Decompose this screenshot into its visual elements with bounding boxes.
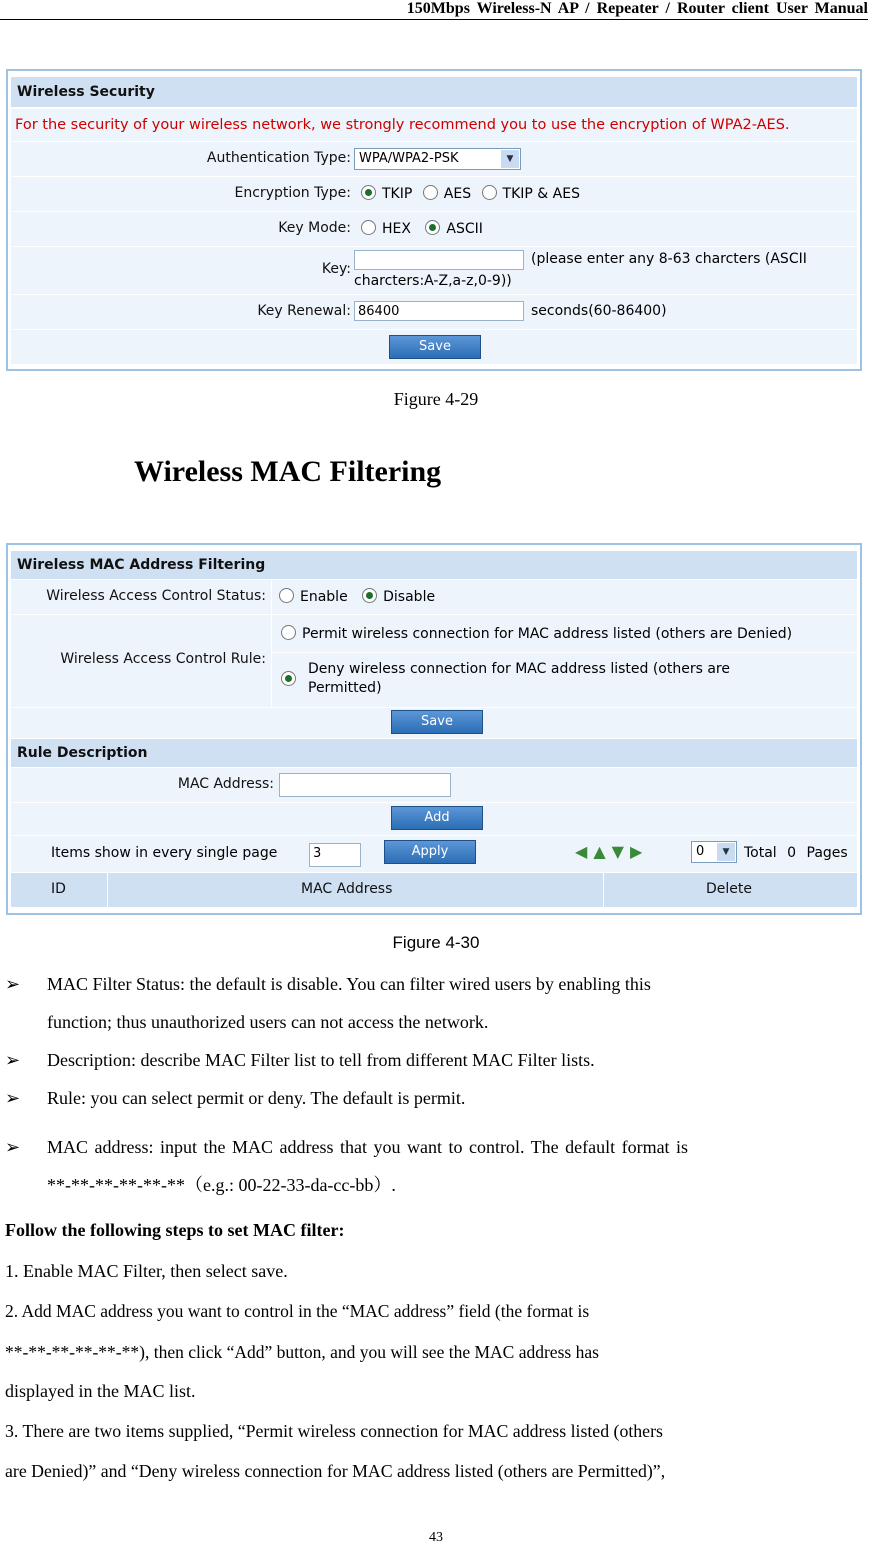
key-row <box>11 247 857 295</box>
section-title: Wireless MAC Filtering <box>134 455 442 488</box>
pages-label: Pages <box>806 845 848 861</box>
next-page-icon[interactable]: ▼ <box>611 842 630 861</box>
mac-address-input[interactable] <box>279 773 451 797</box>
previous-page-icon[interactable]: ▲ <box>593 842 612 861</box>
tkip-aes-label: TKIP & AES <box>502 186 580 202</box>
key-renewal-input[interactable]: 86400 <box>354 301 524 321</box>
step-1: 1. Enable MAC Filter, then select save. <box>5 1261 288 1281</box>
key-hint: (please enter any 8-63 charcters (ASCII <box>531 251 807 267</box>
tkip-aes-radio[interactable] <box>482 185 497 200</box>
rule-label: Wireless Access Control Rule: <box>60 651 266 667</box>
total-value: 0 <box>787 845 797 861</box>
step-3-line-1: 3. There are two items supplied, “Permit wireless connection for MAC address listed (others <box>5 1421 663 1441</box>
status-label: Wireless Access Control Status: <box>46 588 266 604</box>
deny-label-2: Permitted) <box>308 680 382 696</box>
warning-row: For the security of your wireless network, we strongly recommend you to use the encryption of WPA2-AES. <box>11 109 857 142</box>
status-row <box>11 580 857 615</box>
bullet-1-line-2: function; thus unauthorized users can not access the network. <box>47 1012 489 1032</box>
items-label: Items show in every single page <box>51 845 278 861</box>
enable-radio[interactable] <box>279 588 294 603</box>
wireless-security-panel <box>6 69 862 371</box>
mode-label: Key Mode: <box>278 220 351 236</box>
bullet-3: Rule: you can select permit or deny. The default is permit. <box>47 1088 466 1108</box>
chevron-down-icon: ▼ <box>501 150 519 168</box>
disable-label: Disable <box>383 589 436 605</box>
apply-button[interactable]: Apply <box>384 840 476 864</box>
auth-label: Authentication Type: <box>206 150 351 166</box>
panel-title-2: Wireless MAC Address Filtering <box>11 551 857 580</box>
save-button[interactable]: Save <box>389 335 481 359</box>
page-number: 43 <box>429 1530 443 1545</box>
add-row <box>11 803 857 836</box>
mac-filter-panel <box>6 543 862 915</box>
enc-label: Encryption Type: <box>234 185 351 201</box>
mode-row <box>11 212 857 247</box>
bullet-4-line-2: **-**-**-**-**-**（e.g.: 00-22-33-da-cc-bb）. <box>47 1175 396 1195</box>
bullet-arrow-icon: ➢ <box>5 1137 21 1157</box>
save-button-2[interactable]: Save <box>391 710 483 734</box>
page-select[interactable]: 0 ▼ <box>691 841 737 863</box>
bullet-4-line-1: MAC address: input the MAC address that you want to control. The default format is <box>47 1137 689 1157</box>
panel-title: Wireless Security <box>11 77 857 108</box>
ascii-label: ASCII <box>446 221 483 237</box>
step-2-line-3: displayed in the MAC list. <box>5 1381 196 1401</box>
auth-row <box>11 142 857 177</box>
tkip-radio[interactable] <box>361 185 376 200</box>
save-row-2 <box>11 708 857 739</box>
key-hint-2: charcters:A-Z,a-z,0-9)) <box>354 273 512 289</box>
save-row <box>11 330 857 365</box>
disable-radio[interactable] <box>362 588 377 603</box>
bullet-arrow-icon: ➢ <box>5 1050 21 1070</box>
deny-label-1: Deny wireless connection for MAC address listed (others are <box>308 661 730 677</box>
last-page-icon[interactable]: ▶ <box>629 842 649 861</box>
rule-description-title: Rule Description <box>11 739 857 768</box>
renew-row <box>11 295 857 330</box>
aes-label: AES <box>443 186 472 202</box>
key-label: Key: <box>321 261 351 277</box>
bullet-arrow-icon: ➢ <box>5 1088 21 1108</box>
mac-label: MAC Address: <box>177 776 274 792</box>
chevron-down-icon-2: ▼ <box>717 843 735 861</box>
add-button[interactable]: Add <box>391 806 483 830</box>
first-page-icon[interactable]: ◀ <box>575 842 594 861</box>
step-2-line-2: **-**-**-**-**-**), then click “Add” button, and you will see the MAC address has <box>5 1342 599 1362</box>
items-per-page-input[interactable]: 3 <box>309 843 361 867</box>
bullet-list <box>5 965 868 1205</box>
step-3-line-2: are Denied)” and “Deny wireless connection for MAC address listed (others are Permitted)”, <box>5 1461 666 1481</box>
figure-caption-2: Figure 4-30 <box>392 933 480 952</box>
enable-label: Enable <box>300 589 348 605</box>
mac-table-header <box>11 873 857 908</box>
bullet-2: Description: describe MAC Filter list to tell from different MAC Filter lists. <box>47 1050 595 1070</box>
enc-row <box>11 177 857 212</box>
hex-label: HEX <box>382 221 411 237</box>
tkip-label: TKIP <box>382 186 413 202</box>
steps-title: Follow the following steps to set MAC filter: <box>5 1220 345 1240</box>
header-title: 150Mbps Wireless-N AP / Repeater / Router client User Manual <box>406 0 868 17</box>
col-id: ID <box>51 881 66 897</box>
ascii-radio[interactable] <box>425 220 440 235</box>
paging-row <box>11 836 857 873</box>
auth-type-select[interactable]: WPA/WPA2-PSK ▼ <box>354 148 521 170</box>
renew-hint: seconds(60-86400) <box>531 303 667 319</box>
deny-radio[interactable] <box>281 671 296 686</box>
figure-caption-1: Figure 4-29 <box>393 389 479 409</box>
aes-radio[interactable] <box>423 185 438 200</box>
permit-label: Permit wireless connection for MAC address listed (others are Denied) <box>302 626 793 642</box>
step-2-line-1: 2. Add MAC address you want to control in the “MAC address” field (the format is <box>5 1301 590 1321</box>
bullet-arrow-icon: ➢ <box>5 974 21 994</box>
rule-row <box>11 615 857 708</box>
bullet-1-line-1: MAC Filter Status: the default is disable. You can filter wired users by enabling this <box>47 974 651 994</box>
page-header <box>0 0 868 20</box>
col-delete: Delete <box>706 881 752 897</box>
permit-radio[interactable] <box>281 625 296 640</box>
renew-label: Key Renewal: <box>257 303 351 319</box>
mac-row <box>11 768 857 803</box>
total-label: Total <box>744 845 777 861</box>
col-mac: MAC Address <box>301 881 393 897</box>
hex-radio[interactable] <box>361 220 376 235</box>
key-input[interactable] <box>354 250 524 270</box>
